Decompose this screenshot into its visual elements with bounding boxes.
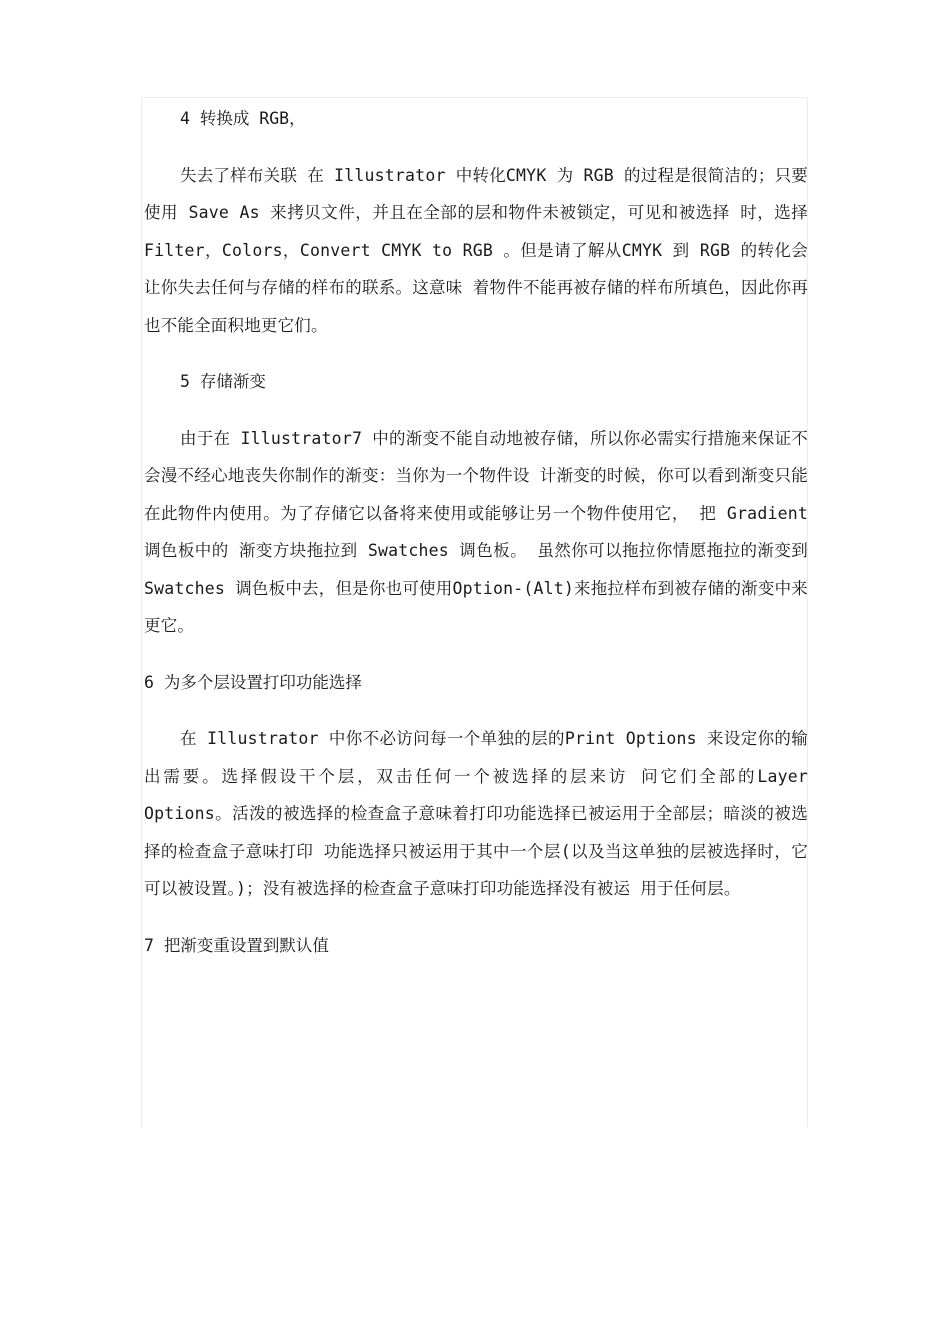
section-paragraph-save-gradient: 由于在 Illustrator7 中的渐变不能自动地被存储，所以你必需实行措施来保证不会漫不经心地丧失你制作的渐变：当你为一个物件设 计渐变的时候，你可以看到渐变只能在此物件内使用。为了存储它以备将来使用或能够让另一个物件使用它， 把 Gradient 调色板中的 渐变方块拖拉到 Swatches 调色板。 虽然你可以拖拉你情愿拖拉的渐变到 Swatches 调色板中去，但是你也可使用Option-(Alt)来拖拉样布到被存储的渐变中来更它。 [144, 428, 808, 635]
section-heading-save-gradient: 5 存储渐变 [180, 372, 266, 391]
section-paragraph-rgb-conversion: 失去了样布关联 在 Illustrator 中转化CMYK 为 RGB 的过程是很简洁的；只要使用 Save As 来拷贝文件，并且在全部的层和物件未被锁定，可见和被选择 时，选择 Filter，Colors，Convert CMYK to RGB 。但是请了解从CMYK 到 RGB 的转化会让你失去任何与存储的样布的联系。这意味 着物件不能再被存储的样布所填色，因此你再也不能全面积地更它们。 [144, 165, 808, 335]
section-heading-rgb-conversion: 4 转换成 RGB， [180, 109, 306, 128]
section-paragraph-layer-print-options: 在 Illustrator 中你不必访问每一个单独的层的Print Options 来设定你的输出需要。选择假设干个层，双击任何一个被选择的层来访 问它们全部的Layer Options。活泼的被选择的检查盒子意味着打印功能选择已被运用于全部层；暗淡的被选择的检查盒子意味打印 功能选择只被运用于其中一个层(以及当这单独的层被选择时，它可以被设置。)；没有被选择的检查盒子意味打印功能选择没有被运 用于任何层。 [144, 729, 808, 898]
section-heading-layer-print-options: 6 为多个层设置打印功能选择 [144, 672, 362, 692]
section-heading-reset-gradient: 7 把渐变重设置到默认值 [144, 935, 329, 955]
document-content [144, 100, 808, 983]
